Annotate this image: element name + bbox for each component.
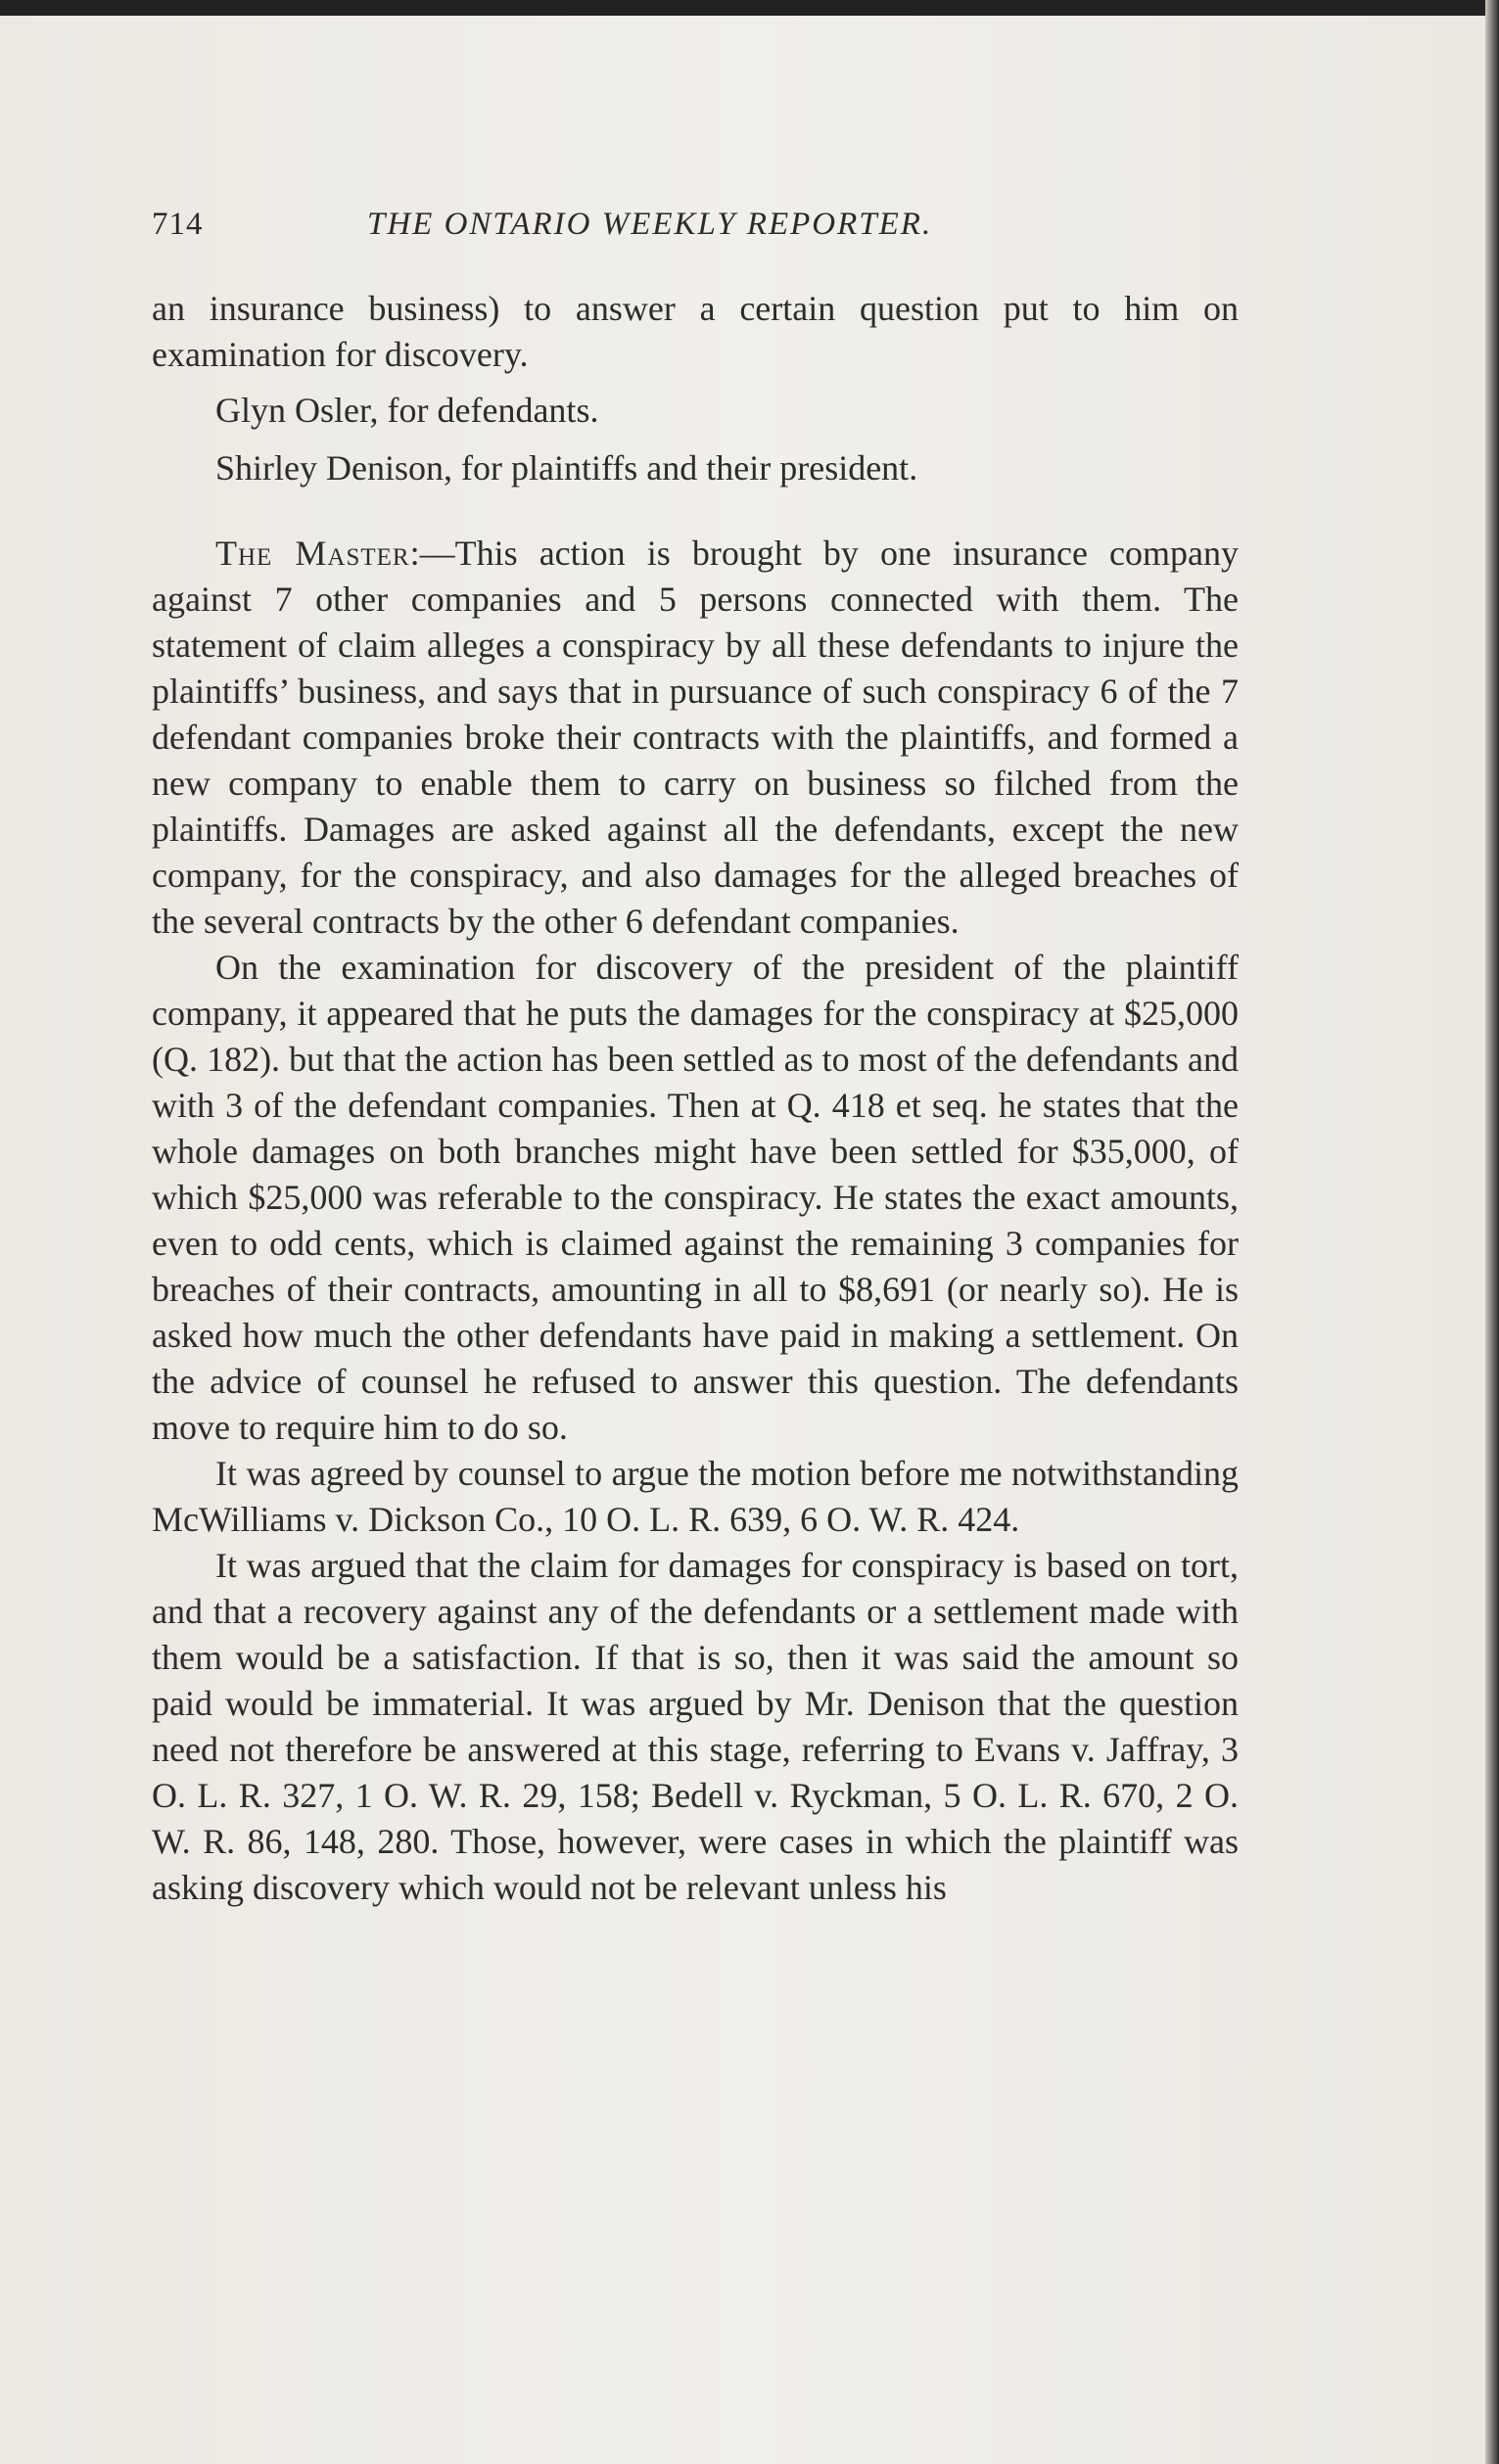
opinion-paragraph-3: It was agreed by counsel to argue the motion before me notwithstanding McWilliams v. Dickson Co., 10 O. L. R. 639, 6 O. W. R. 424. (152, 1454, 1239, 1539)
speaker-name: The Master (215, 534, 410, 573)
counsel-defendants: Glyn Osler, for defendants. (215, 391, 599, 430)
running-title: THE ONTARIO WEEKLY REPORTER. (367, 207, 933, 242)
opinion-paragraph-1 (152, 531, 1239, 945)
scan-top-border (0, 0, 1499, 16)
body-text (152, 286, 1239, 1911)
scan-right-edge (1485, 0, 1499, 2464)
continuation-paragraph: an insurance business) to answer a certain question put to him on examination for discovery. (152, 289, 1239, 374)
speaker-suffix: :— (409, 534, 455, 573)
paragraph-1-text: This action is brought by one insurance company against 7 other companies and 5 persons connected with them. The statement of claim alleges a conspiracy by all these defendants to injure the plaintiffs’ business, and says that in pursuance of such conspiracy 6 of the 7 defendant companies broke their contracts with the plaintiffs, and formed a new company to enable them to carry on business so filched from the plaintiffs. Damages are asked against all the defendants, except the new company, for the conspiracy, and also damages for the alleged breaches of the several contracts by the other 6 defendant companies. (152, 534, 1240, 941)
page-header (152, 201, 1239, 250)
counsel-plaintiffs: Shirley Denison, for plaintiffs and their president. (215, 448, 918, 488)
opinion-paragraph-2: On the examination for discovery of the president of the plaintiff company, it appeared that he puts the damages for the conspiracy at $25,000 (Q. 182). but that the action has been settled as to most of the defendants and with 3 of the defendant companies. Then at Q. 418 et seq. he states that the whole damages on both branches might have been settled for $35,000, of which $25,000 was referable to the conspiracy. He states the exact amounts, even to odd cents, which is claimed against the remaining 3 companies for breaches of their contracts, amounting in all to $8,691 (or nearly so). He is asked how much the other defendants have paid in making a settlement. On the advice of counsel he refused to answer this question. The defendants move to require him to do so. (152, 948, 1239, 1447)
opinion-paragraph-4: It was argued that the claim for damages for conspiracy is based on tort, and that a recovery against any of the defendants or a settlement made with them would be a satisfaction. If that is so, then it was said the amount so paid would be immaterial. It was argued by Mr. Denison that the question need not therefore be answered at this stage, referring to Evans v. Jaffray, 3 O. L. R. 327, 1 O. W. R. 29, 158; Bedell v. Ryckman, 5 O. L. R. 670, 2 O. W. R. 86, 148, 280. Those, however, were cases in which the plaintiff was asking discovery which would not be relevant unless his (152, 1546, 1239, 1907)
page-number: 714 (152, 207, 204, 242)
